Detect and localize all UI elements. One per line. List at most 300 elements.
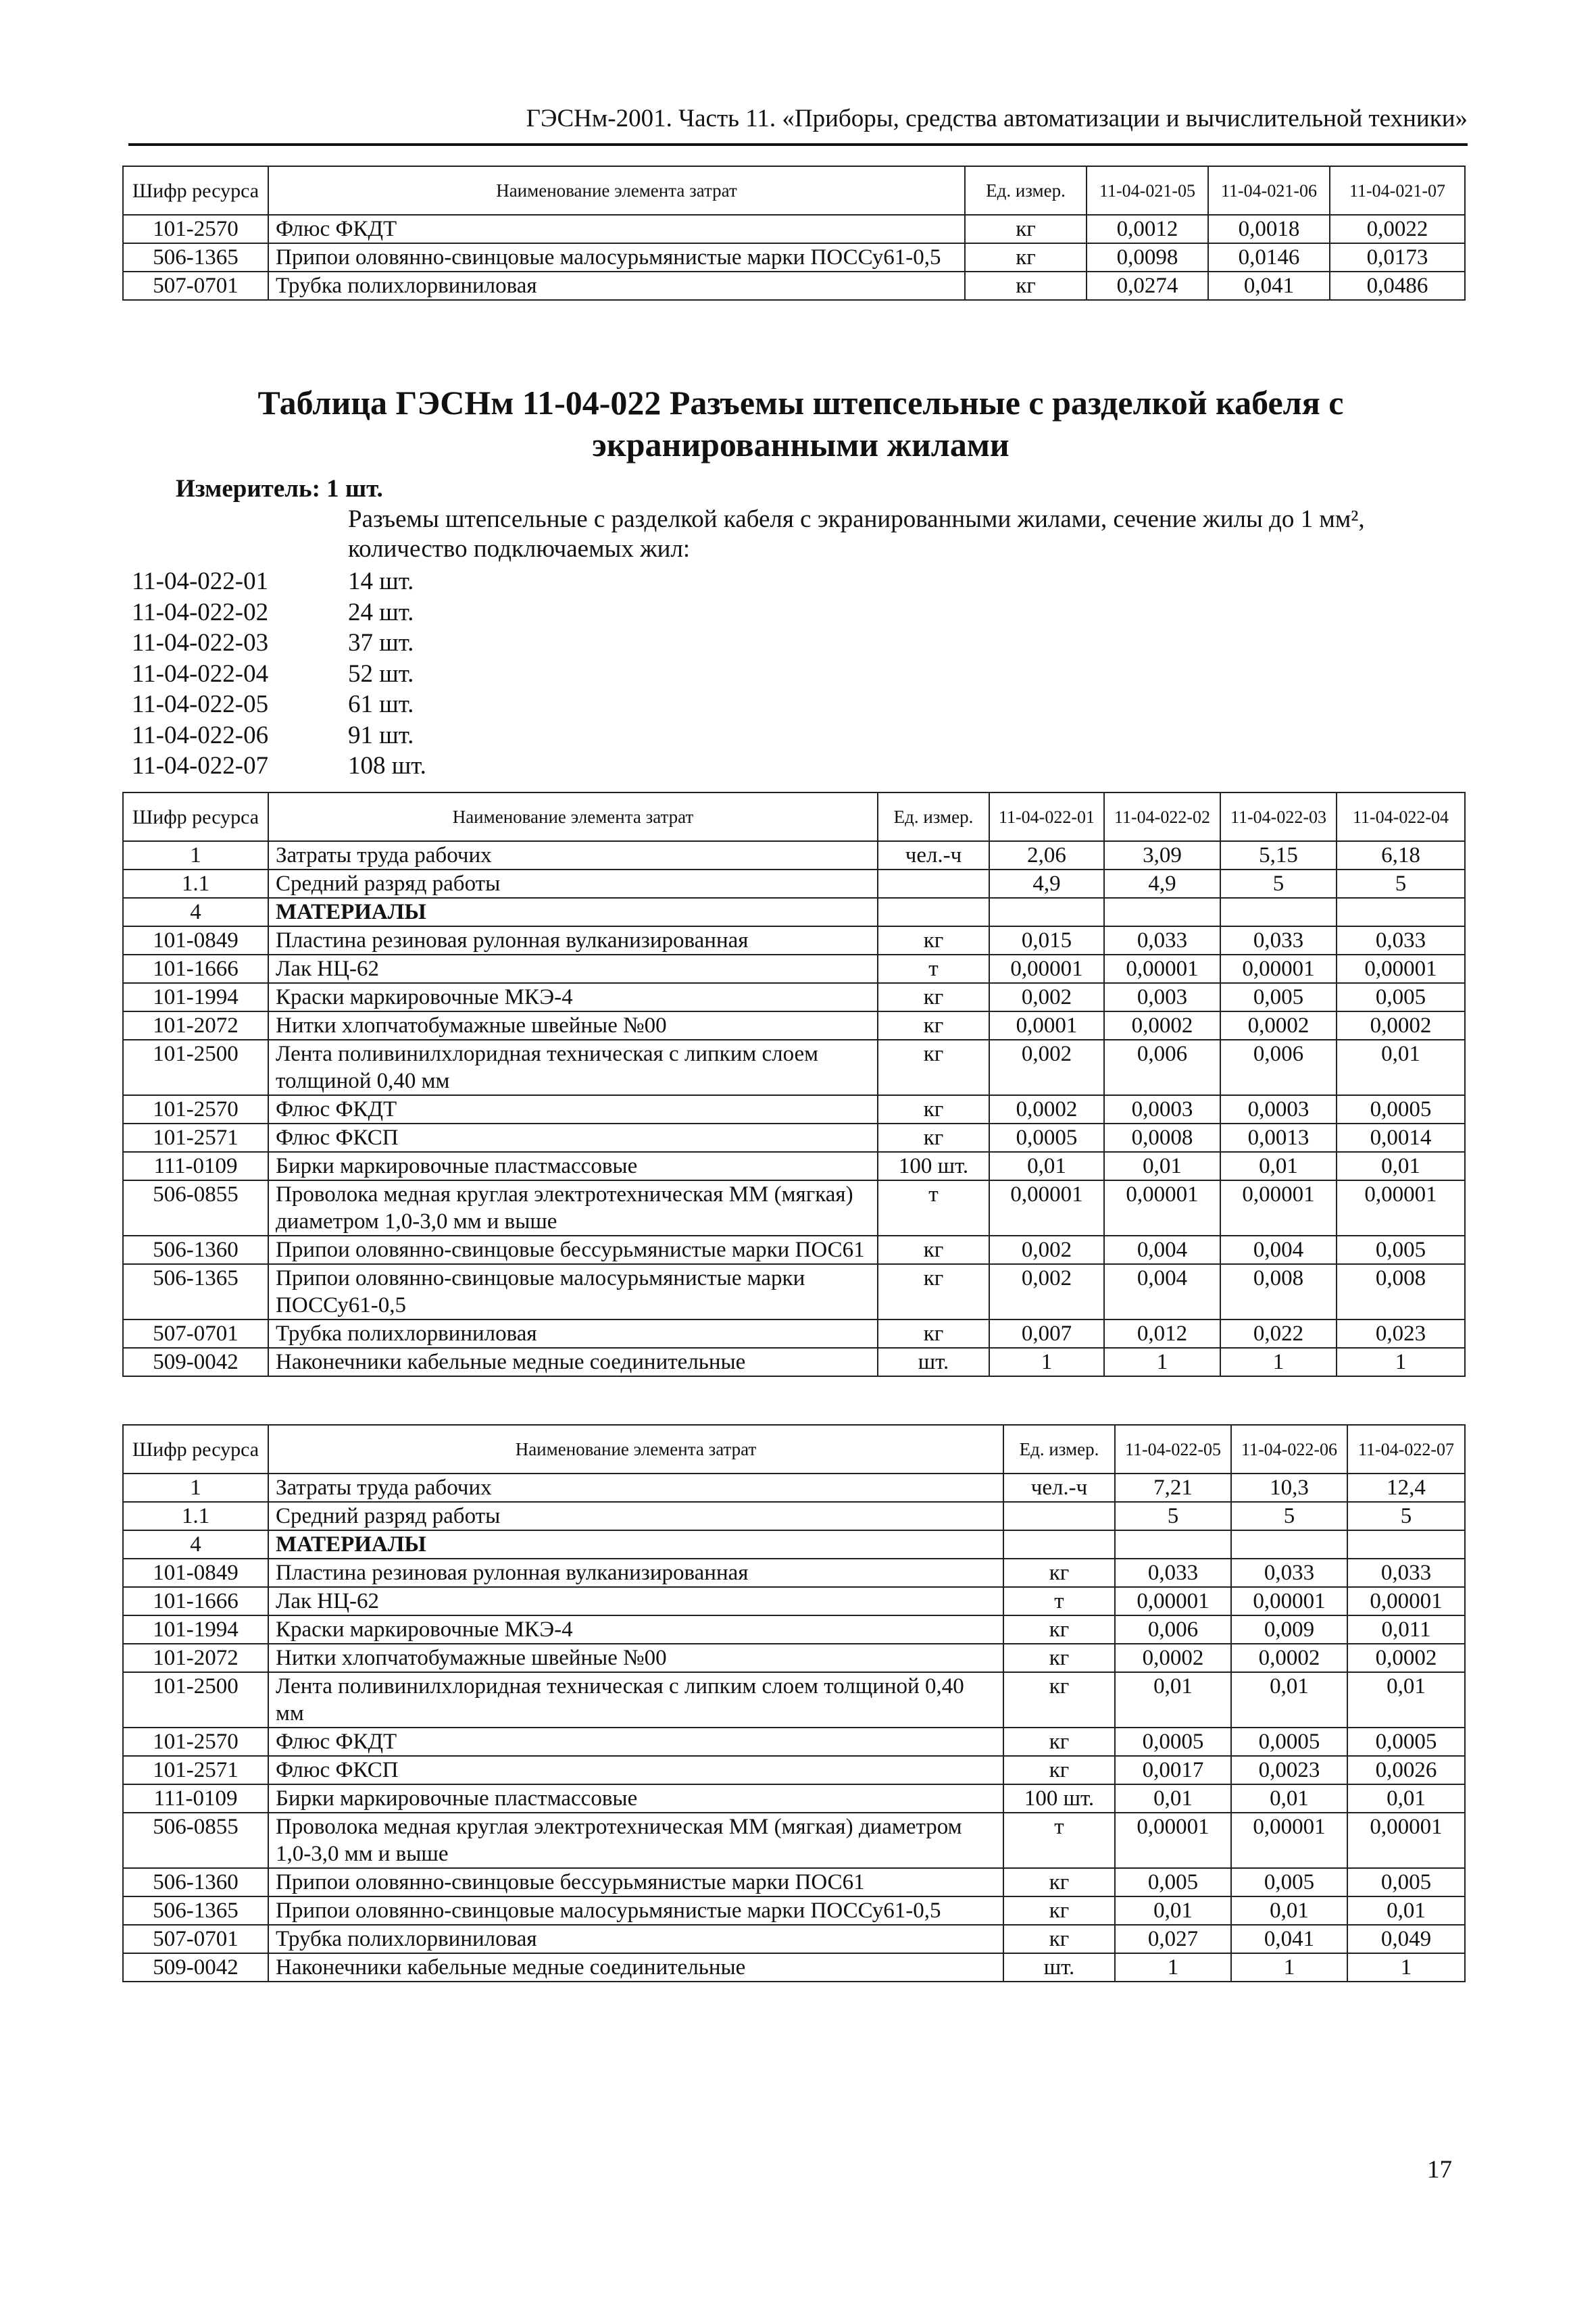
- cell-value: 0,0005: [989, 1124, 1104, 1152]
- cell-value: 0,01: [1231, 1896, 1347, 1925]
- table-row: [123, 215, 1465, 243]
- cell-unit: кг: [878, 1236, 989, 1264]
- cell-value: 0,005: [1220, 983, 1337, 1011]
- table-body: [123, 1474, 1465, 1982]
- code-list-text: 91 шт.: [348, 721, 414, 749]
- cell-value: 0,012: [1104, 1319, 1220, 1348]
- cell-value: 10,3: [1231, 1474, 1347, 1502]
- code-list-code: 11-04-022-04: [132, 659, 269, 688]
- code-list-item: [132, 628, 426, 659]
- cell-value: 6,18: [1337, 841, 1465, 870]
- cell-value: 0,006: [1104, 1040, 1220, 1095]
- cell-name: Флюс ФКСП: [268, 1124, 878, 1152]
- cell-value: 0,01: [1347, 1784, 1465, 1813]
- cell-value: 0,0018: [1208, 215, 1330, 243]
- table-row: [123, 1756, 1465, 1784]
- cell-value: 0,00001: [1337, 955, 1465, 983]
- table-row: [123, 272, 1465, 300]
- cell-value: 0,008: [1337, 1264, 1465, 1319]
- cell-value: 0,01: [1115, 1672, 1231, 1728]
- cell-code: 101-1994: [123, 1615, 268, 1644]
- header-col: 11-04-022-06: [1231, 1425, 1347, 1474]
- header-name: Наименование элемента затрат: [268, 1425, 1003, 1474]
- cell-value: 0,033: [1115, 1559, 1231, 1587]
- table-row: [123, 1813, 1465, 1868]
- table-resources-2: [122, 1424, 1466, 1982]
- cell-value: 0,022: [1220, 1319, 1337, 1348]
- cell-code: 506-1365: [123, 243, 268, 272]
- code-list-text: 108 шт.: [348, 752, 426, 780]
- cell-unit: т: [1003, 1587, 1115, 1615]
- cell-code: 1.1: [123, 870, 268, 898]
- cell-value: 1: [1337, 1348, 1465, 1376]
- cell-unit: кг: [878, 1011, 989, 1040]
- cell-name: Бирки маркировочные пластмассовые: [268, 1152, 878, 1180]
- cell-value: 0,002: [989, 1040, 1104, 1095]
- cell-value: 0,0002: [989, 1095, 1104, 1124]
- cell-code: 101-2570: [123, 1728, 268, 1756]
- cell-name: Нитки хлопчатобумажные швейные №00: [268, 1011, 878, 1040]
- table-row: [123, 1011, 1465, 1040]
- cell-unit: [878, 898, 989, 926]
- cell-name: Лента поливинилхлоридная техническая с липким слоем толщиной 0,40 мм: [268, 1040, 878, 1095]
- cell-value: 3,09: [1104, 841, 1220, 870]
- cell-code: 101-2570: [123, 215, 268, 243]
- cell-value: 0,002: [989, 1236, 1104, 1264]
- cell-value: 0,003: [1104, 983, 1220, 1011]
- cell-value: 0,0022: [1330, 215, 1465, 243]
- cell-value: 0,00001: [1231, 1813, 1347, 1868]
- cell-name: Краски маркировочные МКЭ-4: [268, 1615, 1003, 1644]
- cell-value: 0,00001: [1231, 1587, 1347, 1615]
- header-code: Шифр ресурса: [123, 793, 268, 841]
- cell-value: 0,00001: [1104, 955, 1220, 983]
- cell-name: Припои оловянно-свинцовые бессурьмянистые марки ПОС61: [268, 1868, 1003, 1896]
- table-row: [123, 1896, 1465, 1925]
- cell-value: [1104, 898, 1220, 926]
- cell-code: 111-0109: [123, 1784, 268, 1813]
- header-unit: Ед. измер.: [965, 166, 1087, 215]
- cell-value: [1231, 1530, 1347, 1559]
- header-unit: Ед. измер.: [1003, 1425, 1115, 1474]
- cell-value: 0,0002: [1347, 1644, 1465, 1672]
- cell-unit: чел.-ч: [1003, 1474, 1115, 1502]
- cell-value: 1: [1104, 1348, 1220, 1376]
- cell-value: 0,00001: [1220, 1180, 1337, 1236]
- table-row: [123, 1587, 1465, 1615]
- table-row: [123, 1728, 1465, 1756]
- code-list-item: [132, 659, 426, 690]
- header-col: 11-04-022-05: [1115, 1425, 1231, 1474]
- cell-value: 0,0002: [1231, 1644, 1347, 1672]
- cell-value: 0,0274: [1087, 272, 1208, 300]
- code-list-code: 11-04-022-01: [132, 568, 269, 595]
- cell-name: Нитки хлопчатобумажные швейные №00: [268, 1644, 1003, 1672]
- cell-value: 0,027: [1115, 1925, 1231, 1953]
- cell-code: 506-1360: [123, 1236, 268, 1264]
- code-list-text: 14 шт.: [348, 568, 414, 595]
- cell-name: Припои оловянно-свинцовые малосурьмянистые марки ПОССу61-0,5: [268, 1264, 878, 1319]
- cell-value: 0,049: [1347, 1925, 1465, 1953]
- cell-name: Трубка полихлорвиниловая: [268, 1319, 878, 1348]
- cell-code: 101-2570: [123, 1095, 268, 1124]
- cell-value: 5: [1231, 1502, 1347, 1530]
- cell-unit: 100 шт.: [1003, 1784, 1115, 1813]
- cell-value: 0,0005: [1337, 1095, 1465, 1124]
- cell-code: 506-0855: [123, 1180, 268, 1236]
- cell-code: 506-1360: [123, 1868, 268, 1896]
- cell-value: 7,21: [1115, 1474, 1231, 1502]
- cell-name: Затраты труда рабочих: [268, 1474, 1003, 1502]
- header-col: 11-04-021-07: [1330, 166, 1465, 215]
- header-unit: Ед. измер.: [878, 793, 989, 841]
- table-row: [123, 1530, 1465, 1559]
- cell-unit: кг: [878, 1319, 989, 1348]
- cell-name: Флюс ФКСП: [268, 1756, 1003, 1784]
- cell-name: Припои оловянно-свинцовые бессурьмянистые марки ПОС61: [268, 1236, 878, 1264]
- header-code: Шифр ресурса: [123, 166, 268, 215]
- header-name: Наименование элемента затрат: [268, 793, 878, 841]
- cell-name: Лак НЦ-62: [268, 1587, 1003, 1615]
- cell-value: 0,0005: [1231, 1728, 1347, 1756]
- cell-value: 0,0026: [1347, 1756, 1465, 1784]
- table-row: [123, 1502, 1465, 1530]
- cell-value: 0,0003: [1220, 1095, 1337, 1124]
- cell-value: 0,01: [1337, 1040, 1465, 1095]
- cell-unit: 100 шт.: [878, 1152, 989, 1180]
- cell-value: 0,01: [989, 1152, 1104, 1180]
- cell-unit: шт.: [878, 1348, 989, 1376]
- cell-code: 101-2072: [123, 1011, 268, 1040]
- cell-value: 0,0173: [1330, 243, 1465, 272]
- header-col: 11-04-022-03: [1220, 793, 1337, 841]
- cell-value: 0,00001: [1347, 1813, 1465, 1868]
- cell-value: [1347, 1530, 1465, 1559]
- code-list: [132, 566, 426, 782]
- header-code: Шифр ресурса: [123, 1425, 268, 1474]
- cell-value: 0,006: [1220, 1040, 1337, 1095]
- table-row: [123, 1040, 1465, 1095]
- header-col: 11-04-022-04: [1337, 793, 1465, 841]
- cell-value: 0,011: [1347, 1615, 1465, 1644]
- cell-code: 101-2500: [123, 1040, 268, 1095]
- cell-name: Припои оловянно-свинцовые малосурьмянистые марки ПОССу61-0,5: [268, 243, 965, 272]
- cell-unit: чел.-ч: [878, 841, 989, 870]
- cell-value: 0,005: [1231, 1868, 1347, 1896]
- cell-value: 4,9: [1104, 870, 1220, 898]
- code-list-item: [132, 566, 426, 597]
- cell-code: 1.1: [123, 1502, 268, 1530]
- cell-value: 0,005: [1337, 1236, 1465, 1264]
- table-row: [123, 1644, 1465, 1672]
- cell-value: 0,0002: [1337, 1011, 1465, 1040]
- table-row: [123, 1348, 1465, 1376]
- table-row: [123, 1925, 1465, 1953]
- cell-value: 0,041: [1231, 1925, 1347, 1953]
- code-list-text: 37 шт.: [348, 629, 414, 657]
- cell-code: 1: [123, 841, 268, 870]
- header-col: 11-04-022-07: [1347, 1425, 1465, 1474]
- table-row: [123, 1264, 1465, 1319]
- cell-name: Бирки маркировочные пластмассовые: [268, 1784, 1003, 1813]
- cell-name: Наконечники кабельные медные соединительные: [268, 1953, 1003, 1982]
- cell-unit: т: [1003, 1813, 1115, 1868]
- cell-code: 507-0701: [123, 272, 268, 300]
- cell-value: 5,15: [1220, 841, 1337, 870]
- cell-value: 0,00001: [1115, 1813, 1231, 1868]
- cell-unit: кг: [1003, 1896, 1115, 1925]
- table-header-row: [123, 166, 1465, 215]
- cell-value: 12,4: [1347, 1474, 1465, 1502]
- cell-value: 0,0002: [1104, 1011, 1220, 1040]
- cell-value: 0,0023: [1231, 1756, 1347, 1784]
- code-list-item: [132, 720, 426, 751]
- page-number: 17: [1427, 2156, 1452, 2184]
- table-top: [122, 166, 1466, 301]
- table-row: [123, 1784, 1465, 1813]
- cell-value: 0,00001: [989, 1180, 1104, 1236]
- table-row: [123, 1474, 1465, 1502]
- table-row: [123, 983, 1465, 1011]
- cell-value: 0,0098: [1087, 243, 1208, 272]
- cell-unit: кг: [1003, 1868, 1115, 1896]
- cell-value: 0,004: [1104, 1264, 1220, 1319]
- cell-value: [1220, 898, 1337, 926]
- cell-name: Лак НЦ-62: [268, 955, 878, 983]
- cell-value: 5: [1337, 870, 1465, 898]
- cell-value: 5: [1115, 1502, 1231, 1530]
- cell-value: 0,01: [1115, 1896, 1231, 1925]
- cell-code: 101-2500: [123, 1672, 268, 1728]
- cell-unit: кг: [965, 272, 1087, 300]
- cell-value: 2,06: [989, 841, 1104, 870]
- cell-value: 0,01: [1231, 1672, 1347, 1728]
- cell-value: 0,01: [1115, 1784, 1231, 1813]
- code-list-code: 11-04-022-02: [132, 598, 269, 626]
- table-row: [123, 1180, 1465, 1236]
- table-resources-1: [122, 792, 1466, 1377]
- table-description: Разъемы штепсельные с разделкой кабеля с экранированными жилами, сечение жилы до 1 мм², количество подключаемых жил:: [348, 505, 1365, 563]
- cell-name: Флюс ФКДТ: [268, 1728, 1003, 1756]
- cell-code: 4: [123, 1530, 268, 1559]
- cell-code: 101-0849: [123, 926, 268, 955]
- cell-name: Трубка полихлорвиниловая: [268, 272, 965, 300]
- cell-code: 101-0849: [123, 1559, 268, 1587]
- cell-value: 0,041: [1208, 272, 1330, 300]
- cell-unit: кг: [878, 983, 989, 1011]
- table-row: [123, 243, 1465, 272]
- cell-value: 0,0002: [1115, 1644, 1231, 1672]
- cell-value: 0,033: [1231, 1559, 1347, 1587]
- cell-name: Средний разряд работы: [268, 1502, 1003, 1530]
- cell-unit: [1003, 1530, 1115, 1559]
- cell-value: 0,015: [989, 926, 1104, 955]
- cell-name: Пластина резиновая рулонная вулканизированная: [268, 1559, 1003, 1587]
- cell-code: 507-0701: [123, 1925, 268, 1953]
- cell-unit: кг: [878, 1095, 989, 1124]
- cell-unit: т: [878, 1180, 989, 1236]
- cell-code: 4: [123, 898, 268, 926]
- table-row: [123, 1236, 1465, 1264]
- cell-value: 5: [1347, 1502, 1465, 1530]
- cell-unit: кг: [878, 1124, 989, 1152]
- cell-unit: кг: [878, 926, 989, 955]
- cell-value: 0,006: [1115, 1615, 1231, 1644]
- cell-value: 0,0005: [1347, 1728, 1465, 1756]
- cell-value: 1: [989, 1348, 1104, 1376]
- cell-value: 0,008: [1220, 1264, 1337, 1319]
- cell-value: 0,033: [1220, 926, 1337, 955]
- code-list-code: 11-04-022-05: [132, 690, 269, 718]
- cell-value: 0,0002: [1220, 1011, 1337, 1040]
- cell-unit: кг: [1003, 1925, 1115, 1953]
- cell-value: 0,01: [1104, 1152, 1220, 1180]
- table-row: [123, 1672, 1465, 1728]
- cell-unit: кг: [1003, 1615, 1115, 1644]
- code-list-item: [132, 597, 426, 628]
- cell-value: 0,0001: [989, 1011, 1104, 1040]
- table-row: [123, 1868, 1465, 1896]
- cell-unit: кг: [1003, 1559, 1115, 1587]
- cell-value: 0,002: [989, 983, 1104, 1011]
- cell-value: 0,004: [1220, 1236, 1337, 1264]
- table-title: Таблица ГЭСНм 11-04-022 Разъемы штепсельные с разделкой кабеля с экранированными жилами: [257, 384, 1344, 463]
- code-list-code: 11-04-022-03: [132, 629, 269, 657]
- cell-value: 0,00001: [1104, 1180, 1220, 1236]
- cell-value: 0,01: [1231, 1784, 1347, 1813]
- cell-value: 0,0012: [1087, 215, 1208, 243]
- cell-unit: кг: [1003, 1644, 1115, 1672]
- cell-unit: кг: [965, 215, 1087, 243]
- cell-value: 0,00001: [1337, 1180, 1465, 1236]
- cell-unit: кг: [965, 243, 1087, 272]
- header-col: 11-04-022-02: [1104, 793, 1220, 841]
- cell-value: 0,002: [989, 1264, 1104, 1319]
- cell-unit: [1003, 1502, 1115, 1530]
- cell-value: [1337, 898, 1465, 926]
- cell-code: 506-1365: [123, 1896, 268, 1925]
- cell-value: 5: [1220, 870, 1337, 898]
- cell-unit: [878, 870, 989, 898]
- cell-code: 101-2072: [123, 1644, 268, 1672]
- cell-value: 0,033: [1104, 926, 1220, 955]
- cell-code: 1: [123, 1474, 268, 1502]
- cell-value: 0,0486: [1330, 272, 1465, 300]
- table-row: [123, 1124, 1465, 1152]
- cell-value: 1: [1231, 1953, 1347, 1982]
- cell-unit: т: [878, 955, 989, 983]
- cell-code: 509-0042: [123, 1953, 268, 1982]
- cell-value: 0,0013: [1220, 1124, 1337, 1152]
- cell-name: МАТЕРИАЛЫ: [268, 898, 878, 926]
- cell-value: 0,033: [1347, 1559, 1465, 1587]
- cell-unit: шт.: [1003, 1953, 1115, 1982]
- header-col: 11-04-022-01: [989, 793, 1104, 841]
- cell-value: 0,00001: [1220, 955, 1337, 983]
- cell-value: 0,007: [989, 1319, 1104, 1348]
- cell-value: 0,005: [1347, 1868, 1465, 1896]
- cell-code: 506-1365: [123, 1264, 268, 1319]
- cell-name: Затраты труда рабочих: [268, 841, 878, 870]
- cell-value: [1115, 1530, 1231, 1559]
- table-row: [123, 1615, 1465, 1644]
- table-row: [123, 926, 1465, 955]
- code-list-code: 11-04-022-07: [132, 752, 269, 780]
- cell-value: 0,00001: [989, 955, 1104, 983]
- cell-name: Флюс ФКДТ: [268, 215, 965, 243]
- cell-unit: кг: [1003, 1756, 1115, 1784]
- cell-unit: кг: [1003, 1728, 1115, 1756]
- meter-label: Измеритель: 1 шт.: [176, 475, 383, 503]
- cell-value: 0,0017: [1115, 1756, 1231, 1784]
- cell-name: МАТЕРИАЛЫ: [268, 1530, 1003, 1559]
- cell-code: 111-0109: [123, 1152, 268, 1180]
- cell-value: 0,01: [1220, 1152, 1337, 1180]
- cell-value: 1: [1347, 1953, 1465, 1982]
- code-list-text: 61 шт.: [348, 690, 414, 718]
- table-row: [123, 1152, 1465, 1180]
- cell-name: Краски маркировочные МКЭ-4: [268, 983, 878, 1011]
- table-row: [123, 1559, 1465, 1587]
- cell-value: 0,0003: [1104, 1095, 1220, 1124]
- cell-code: 101-2571: [123, 1756, 268, 1784]
- code-list-item: [132, 751, 426, 782]
- code-list-code: 11-04-022-06: [132, 721, 269, 749]
- cell-code: 509-0042: [123, 1348, 268, 1376]
- cell-code: 101-1994: [123, 983, 268, 1011]
- cell-value: 1: [1220, 1348, 1337, 1376]
- cell-value: 0,0014: [1337, 1124, 1465, 1152]
- cell-name: Пластина резиновая рулонная вулканизированная: [268, 926, 878, 955]
- cell-unit: кг: [1003, 1672, 1115, 1728]
- cell-name: Флюс ФКДТ: [268, 1095, 878, 1124]
- cell-value: 0,00001: [1347, 1587, 1465, 1615]
- table-row: [123, 1953, 1465, 1982]
- cell-name: Средний разряд работы: [268, 870, 878, 898]
- cell-value: 0,023: [1337, 1319, 1465, 1348]
- cell-value: 0,01: [1347, 1672, 1465, 1728]
- table-row: [123, 898, 1465, 926]
- cell-code: 101-1666: [123, 955, 268, 983]
- cell-code: 101-2571: [123, 1124, 268, 1152]
- cell-value: 0,009: [1231, 1615, 1347, 1644]
- header-name: Наименование элемента затрат: [268, 166, 965, 215]
- cell-value: 0,0146: [1208, 243, 1330, 272]
- header-col: 11-04-021-05: [1087, 166, 1208, 215]
- table-header-row: [123, 793, 1465, 841]
- cell-code: 506-0855: [123, 1813, 268, 1868]
- cell-name: Лента поливинилхлоридная техническая с липким слоем толщиной 0,40 мм: [268, 1672, 1003, 1728]
- cell-code: 507-0701: [123, 1319, 268, 1348]
- cell-value: 0,0008: [1104, 1124, 1220, 1152]
- cell-value: 0,033: [1337, 926, 1465, 955]
- table-row: [123, 1095, 1465, 1124]
- cell-value: 4,9: [989, 870, 1104, 898]
- cell-value: 0,00001: [1115, 1587, 1231, 1615]
- cell-name: Трубка полихлорвиниловая: [268, 1925, 1003, 1953]
- table-row: [123, 955, 1465, 983]
- cell-value: 0,005: [1115, 1868, 1231, 1896]
- table-row: [123, 1319, 1465, 1348]
- table-body: [123, 841, 1465, 1376]
- cell-value: 0,0005: [1115, 1728, 1231, 1756]
- cell-value: 0,01: [1347, 1896, 1465, 1925]
- code-list-text: 24 шт.: [348, 598, 414, 626]
- cell-value: [989, 898, 1104, 926]
- code-list-item: [132, 689, 426, 720]
- code-list-text: 52 шт.: [348, 659, 414, 688]
- cell-value: 0,004: [1104, 1236, 1220, 1264]
